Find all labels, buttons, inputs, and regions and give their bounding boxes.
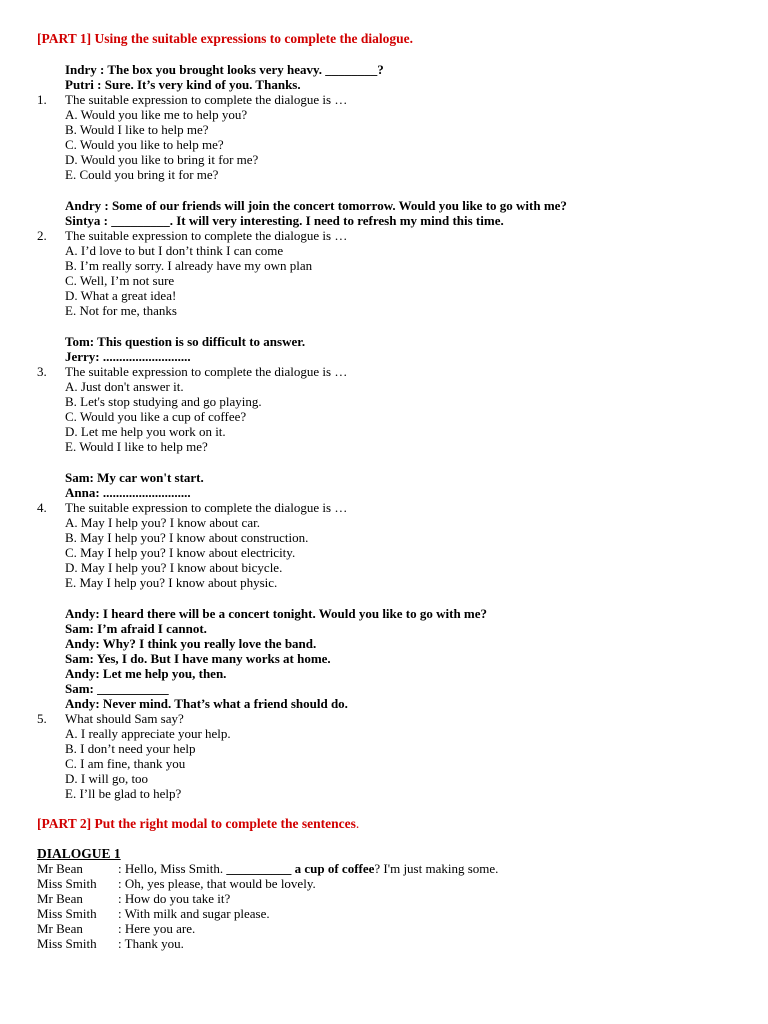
part1-title: [PART 1] Using the suitable expressions to complete the dialogue. (37, 31, 414, 46)
q3-number: 3. (37, 364, 47, 379)
q5-dialogue-line: Andy: I heard there will be a concert tonight. Would you like to go with me? (65, 606, 488, 621)
q3-option: A. Just don't answer it. (65, 379, 184, 394)
q5-stem: What should Sam say? (65, 711, 184, 726)
dialogue1-speaker: Miss Smith (37, 906, 97, 921)
q4-option: D. May I help you? I know about bicycle. (65, 560, 283, 575)
q4-option: B. May I help you? I know about construction. (65, 530, 309, 545)
dialogue1-speaker: Mr Bean (37, 861, 83, 876)
q1-option: D. Would you like to bring it for me? (65, 152, 259, 167)
dialogue1-utterance: : Here you are. (118, 921, 196, 936)
q4-dialogue-line: Sam: My car won't start. (65, 470, 204, 485)
q4-number: 4. (37, 500, 47, 515)
q2-option: A. I’d love to but I don’t think I can come (65, 243, 284, 258)
q3-option: C. Would you like a cup of coffee? (65, 409, 247, 424)
q2-option: E. Not for me, thanks (65, 303, 177, 318)
part2-title-text: [PART 2] Put the right modal to complete the sentences (37, 816, 356, 831)
dialogue1-speaker: Miss Smith (37, 936, 97, 951)
utterance-text: : Hello, Miss Smith. (118, 861, 227, 876)
q3-stem: The suitable expression to complete the dialogue is … (65, 364, 348, 379)
utterance-text: ? I'm just making some. (374, 861, 499, 876)
q2-stem: The suitable expression to complete the dialogue is … (65, 228, 348, 243)
q2-option: D. What a great idea! (65, 288, 177, 303)
part2-title-period: . (355, 816, 360, 831)
dialogue1-speaker: Mr Bean (37, 891, 83, 906)
q3-dialogue-line: Jerry: ........................... (65, 349, 191, 364)
q3-dialogue-line: Tom: This question is so difficult to answer. (65, 334, 306, 349)
q4-stem: The suitable expression to complete the dialogue is … (65, 500, 348, 515)
q5-option: D. I will go, too (65, 771, 149, 786)
q2-number: 2. (37, 228, 47, 243)
dialogue1-utterance: : How do you take it? (118, 891, 231, 906)
q5-dialogue-line: Andy: Never mind. That’s what a friend should do. (65, 696, 348, 711)
part2-title (37, 816, 359, 831)
dialogue1-utterance: : With milk and sugar please. (118, 906, 270, 921)
dialogue1-speaker: Mr Bean (37, 921, 83, 936)
q5-option: A. I really appreciate your help. (65, 726, 231, 741)
q3-option: E. Would I like to help me? (65, 439, 208, 454)
dialogue1-utterance: : Thank you. (118, 936, 184, 951)
q1-option: B. Would I like to help me? (65, 122, 209, 137)
q5-option: B. I don’t need your help (65, 741, 196, 756)
q1-option: E. Could you bring it for me? (65, 167, 219, 182)
q4-option: A. May I help you? I know about car. (65, 515, 260, 530)
q4-dialogue-line: Anna: ........................... (65, 485, 191, 500)
q1-dialogue-line: Indry : The box you brought looks very heavy. ________? (65, 62, 384, 77)
q2-dialogue-line: Andry : Some of our friends will join the concert tomorrow. Would you like to go with me? (65, 198, 567, 213)
q1-option: C. Would you like to help me? (65, 137, 224, 152)
q5-option: E. I’ll be glad to help? (65, 786, 182, 801)
q1-option: A. Would you like me to help you? (65, 107, 248, 122)
q5-dialogue-line: Andy: Let me help you, then. (65, 666, 227, 681)
q5-dialogue-line: Sam: ___________ (65, 681, 169, 696)
q4-option: C. May I help you? I know about electricity. (65, 545, 296, 560)
q1-number: 1. (37, 92, 47, 107)
bold-phrase: a cup of coffee (291, 861, 375, 876)
q4-option: E. May I help you? I know about physic. (65, 575, 278, 590)
answer-blank: __________ (226, 861, 292, 876)
dialogue1-utterance: : Oh, yes please, that would be lovely. (118, 876, 316, 891)
q1-dialogue-line: Putri : Sure. It’s very kind of you. Thanks. (65, 77, 301, 92)
dialogue1-utterance (118, 861, 498, 876)
q5-number: 5. (37, 711, 47, 726)
q5-dialogue-line: Sam: I’m afraid I cannot. (65, 621, 207, 636)
dialogue1-heading: DIALOGUE 1 (37, 846, 121, 861)
q1-stem: The suitable expression to complete the dialogue is … (65, 92, 348, 107)
q3-option: B. Let's stop studying and go playing. (65, 394, 262, 409)
q5-option: C. I am fine, thank you (65, 756, 186, 771)
q5-dialogue-line: Sam: Yes, I do. But I have many works at home. (65, 651, 331, 666)
q2-dialogue-line: Sintya : _________. It will very interesting. I need to refresh my mind this time. (65, 213, 504, 228)
q3-option: D. Let me help you work on it. (65, 424, 226, 439)
dialogue1-speaker: Miss Smith (37, 876, 97, 891)
q2-option: B. I’m really sorry. I already have my own plan (65, 258, 313, 273)
q5-dialogue-line: Andy: Why? I think you really love the band. (65, 636, 317, 651)
q2-option: C. Well, I’m not sure (65, 273, 175, 288)
